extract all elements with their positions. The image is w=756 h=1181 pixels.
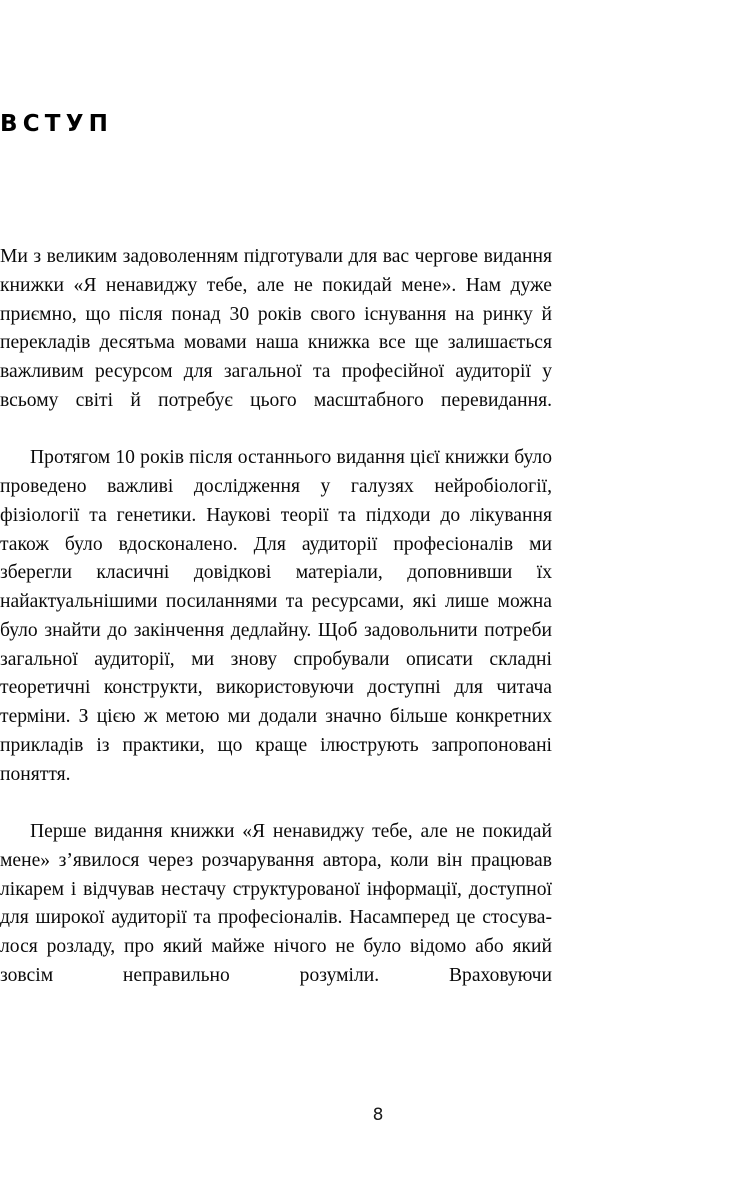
page-number: 8 <box>372 1105 384 1125</box>
paragraph-3: Перше видання книжки «Я ненавиджу тебе, але не покидай мене» з’явилося через розчарування автора, коли він працював лікарем і відчував нестачу структурованої інформації, доступної для широкої аудиторії та професіоналів. Насамперед це стосувалося розладу, про який майже нічого не було відомо або який зовсім неправильно розуміли. Враховуючи <box>0 821 552 986</box>
body-text-block <box>0 243 552 1019</box>
paragraph-2: Протягом 10 років після останнього видання цієї книжки було проведено важливі дослідження у галузях нейробіології, фізіології та генетики. Наукові теорії та підходи до лікування також було вдосконалено. Для аудиторії професіоналів ми зберегли класичні довідкові матеріали, доповнивши їх найактуальнішими посиланнями та ресурсами, які лише можна було знайти до закінчення дедлайну. Щоб задовольнити потреби загальної аудиторії, ми знову спробували описати складні теоретичні конструкти, використовуючи доступні для читача терміни. З цією ж метою ми додали значно більше конкретних прикладів із практики, що краще ілюструють запропоновані поняття. <box>0 447 552 785</box>
paragraph-1: Ми з великим задоволенням підготували для вас чергове видання книжки «Я ненавиджу тебе, але не покидай мене». Нам дуже приємно, що після понад 30 років свого існування на ринку й перекладів десятьма мовами наша книжка все ще залишається важливим ресурсом для загальної та професійної аудиторії у всьому світі й потребує цього масштабного перевидання. <box>0 246 552 411</box>
page-title: ВСТУП <box>0 111 114 137</box>
